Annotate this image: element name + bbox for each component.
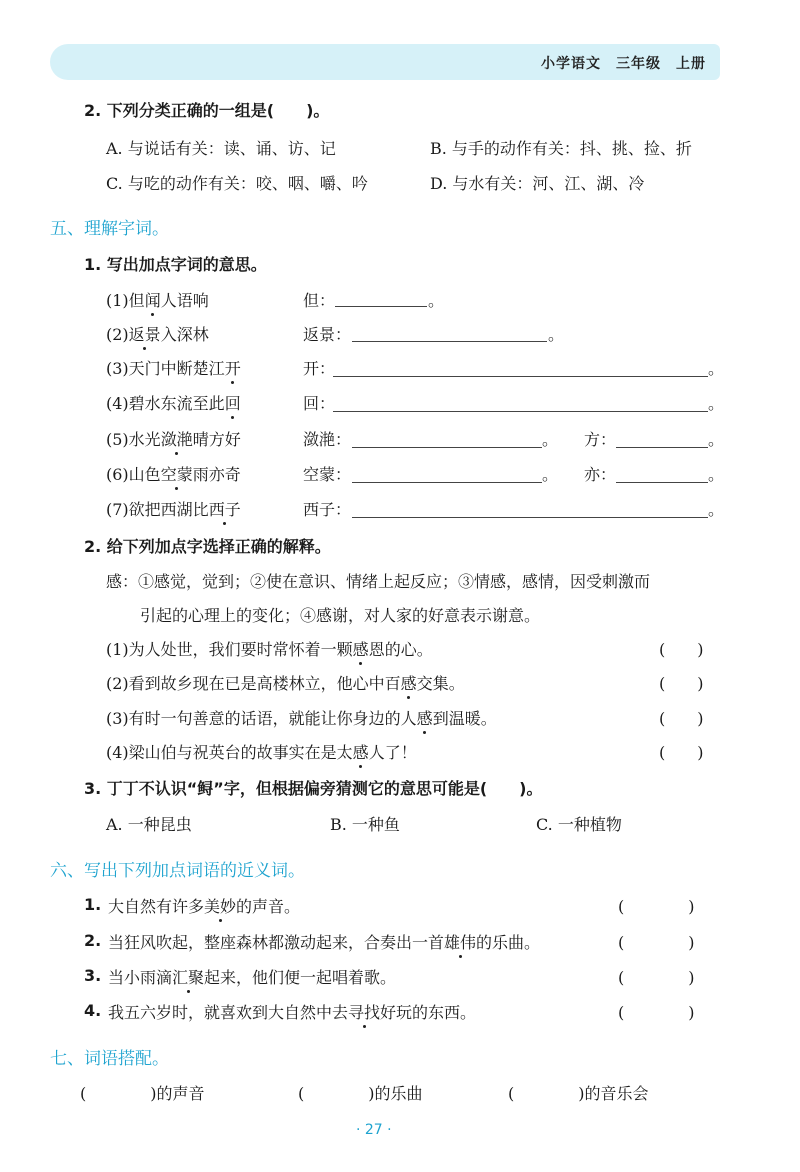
answer-line-2[interactable]	[616, 447, 708, 448]
answer-parentheses[interactable]: ( )	[618, 968, 695, 987]
answer-period: 。	[708, 500, 725, 519]
sentence-text: (4)梁山伯与祝英台的故事实在是太	[106, 743, 353, 762]
item-number: 1.	[84, 895, 102, 914]
item-number: (7)	[106, 500, 129, 519]
sentence-text: 到温暖。	[432, 709, 497, 728]
dotted-word: 寻找	[348, 1000, 380, 1023]
answer-parentheses[interactable]: ( )	[659, 743, 704, 762]
answer-period-2: 。	[708, 465, 725, 484]
answer-parentheses[interactable]: ( )	[618, 1003, 695, 1022]
answer-parentheses[interactable]: ( )	[659, 674, 704, 693]
sentence-text: 交集。	[416, 674, 465, 693]
dotted-word: 闻	[145, 288, 161, 311]
answer-line[interactable]	[335, 306, 427, 307]
answer-label: 西子：	[303, 500, 352, 519]
sentence-text: (3)有时一句善意的话语，就能让你身边的人	[106, 709, 417, 728]
answer-label: 但：	[303, 291, 336, 310]
item-number: 2.	[84, 931, 102, 950]
answer-period: 。	[548, 325, 565, 344]
option-b: B. 与手的动作有关：抖、挑、捡、折	[430, 139, 692, 158]
dotted-word: 感	[353, 637, 369, 660]
item-number: (3)	[106, 359, 129, 378]
answer-line[interactable]	[352, 482, 542, 483]
answer-label: 返景：	[303, 325, 352, 344]
item-number: (4)	[106, 394, 129, 413]
option-d: D. 与水有关：河、江、湖、冷	[430, 174, 645, 193]
item-number: (2)	[106, 325, 129, 344]
dotted-word: 潋滟	[161, 427, 193, 450]
item-text: 碧水东流至此	[128, 394, 225, 413]
answer-line[interactable]	[352, 341, 547, 342]
collocation-item[interactable]: ( )的乐曲	[298, 1084, 423, 1103]
item-text: 水光	[128, 430, 161, 449]
section-5-q1-stem: 1. 写出加点字词的意思。	[84, 255, 267, 274]
definition-line-2: 引起的心理上的变化；④感谢，对人家的好意表示谢意。	[140, 606, 541, 625]
header-bar	[50, 44, 720, 80]
collocation-item[interactable]: ( )的声音	[80, 1084, 205, 1103]
item-text: 雨亦奇	[192, 465, 241, 484]
answer-period: 。	[708, 359, 725, 378]
answer-label: 开：	[303, 359, 336, 378]
answer-period: 。	[542, 430, 559, 449]
answer-parentheses[interactable]: ( )	[618, 933, 695, 952]
item-text: 人语响	[160, 291, 209, 310]
answer-label-2: 亦：	[584, 465, 617, 484]
section-7-title: 七、词语搭配。	[50, 1049, 169, 1069]
answer-line[interactable]	[352, 517, 708, 518]
sentence-text: 当小雨滴	[108, 968, 173, 987]
section-5-q3-stem: 3. 丁丁不认识“鲟”字，但根据偏旁猜测它的意思可能是( )。	[84, 779, 543, 798]
dotted-word: 雄伟	[444, 930, 476, 953]
answer-label: 潋滟：	[303, 430, 352, 449]
answer-label: 回：	[303, 394, 336, 413]
dotted-word: 开	[225, 356, 241, 379]
dotted-word: 西子	[209, 497, 241, 520]
item-text: 但	[128, 291, 145, 310]
item-text: 晴方好	[192, 430, 241, 449]
sentence-text: 当狂风吹起，整座森林都激动起来，合奏出一首	[108, 933, 445, 952]
answer-parentheses[interactable]: ( )	[659, 640, 704, 659]
answer-parentheses[interactable]: ( )	[618, 897, 695, 916]
answer-line[interactable]	[333, 411, 708, 412]
section-6-title: 六、写出下列加点词语的近义词。	[50, 861, 305, 881]
sentence-text: 起来，他们便一起唱着歌。	[204, 968, 397, 987]
answer-line[interactable]	[333, 376, 708, 377]
section-5-q2-stem: 2. 给下列加点字选择正确的解释。	[84, 537, 331, 556]
dotted-word: 美妙	[204, 894, 236, 917]
dotted-word: 感	[417, 706, 433, 729]
item-number: (6)	[106, 465, 129, 484]
dotted-word: 空蒙	[161, 462, 193, 485]
sentence-text: 恩的心。	[368, 640, 433, 659]
dotted-word: 感	[353, 740, 369, 763]
page-number: · 27 ·	[356, 1122, 392, 1138]
answer-parentheses[interactable]: ( )	[659, 709, 704, 728]
dotted-word: 感	[401, 671, 417, 694]
header-title: 小学语文 三年级 上册	[541, 56, 706, 72]
answer-line[interactable]	[352, 447, 542, 448]
sentence-text: (1)为人处世，我们要时常怀着一颗	[106, 640, 353, 659]
collocation-item[interactable]: ( )的音乐会	[508, 1084, 649, 1103]
q3-option-b: B. 一种鱼	[330, 815, 400, 834]
sentence-text: (2)看到故乡现在已是高楼林立，他心中百	[106, 674, 401, 693]
option-a: A. 与说话有关：读、诵、访、记	[106, 139, 336, 158]
item-number: (1)	[106, 291, 129, 310]
dotted-word: 回	[225, 391, 241, 414]
answer-period-2: 。	[708, 430, 725, 449]
sentence-text: 好玩的东西。	[380, 1003, 477, 1022]
answer-period: 。	[708, 394, 725, 413]
answer-period: 。	[428, 291, 445, 310]
answer-period: 。	[542, 465, 559, 484]
section-5-title: 五、理解字词。	[50, 219, 169, 239]
item-text: 天门中断楚江	[128, 359, 225, 378]
definition-line-1: 感：①感觉，觉到；②使在意识、情绪上起反应；③情感，感情，因受刺激而	[106, 572, 651, 591]
option-c: C. 与吃的动作有关：咬、咽、嚼、吟	[106, 174, 368, 193]
answer-label: 空蒙：	[303, 465, 352, 484]
sentence-text: 大自然有许多	[108, 897, 205, 916]
q3-option-c: C. 一种植物	[536, 815, 622, 834]
item-number: 4.	[84, 1001, 102, 1020]
sentence-text: 我五六岁时，就喜欢到大自然中去	[108, 1003, 349, 1022]
item-number: (5)	[106, 430, 129, 449]
sentence-text: 的乐曲。	[476, 933, 541, 952]
answer-line-2[interactable]	[616, 482, 708, 483]
item-text: 山色	[128, 465, 161, 484]
sentence-text: 的声音。	[236, 897, 301, 916]
item-number: 3.	[84, 966, 102, 985]
item-text: 欲把西湖比	[128, 500, 209, 519]
dotted-word: 汇聚	[172, 965, 204, 988]
q3-option-a: A. 一种昆虫	[106, 815, 192, 834]
question-2-stem: 2. 下列分类正确的一组是( )。	[84, 101, 330, 120]
dotted-word: 返景	[129, 322, 161, 345]
item-text: 入深林	[160, 325, 209, 344]
answer-label-2: 方：	[584, 430, 617, 449]
sentence-text: 人了！	[368, 743, 417, 762]
